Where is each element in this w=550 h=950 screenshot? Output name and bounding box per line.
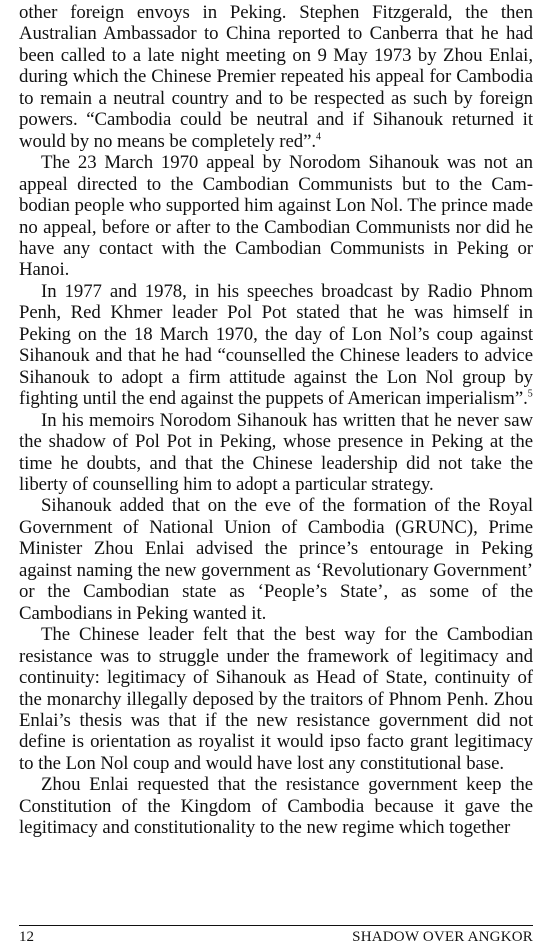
paragraph-text: Zhou Enlai requested that the resistance government keep the Constitution of the Kingdom of Cambodia because it gave the legitimacy and constitutionality to the new regime which together: [19, 774, 533, 839]
page-number: 12: [19, 929, 34, 945]
footnote-marker: 5: [527, 388, 533, 400]
page-footer: [19, 928, 533, 946]
paragraph-text: The Chinese leader felt that the best way for the Cambodian resistance was to struggle under the framework of legitimacy and continuity: legitimacy of Sihanouk as Head of State, continuity of the monarchy illegally deposed by the traitors of Phnom Penh. Zhou Enlai’s thesis was that if the new resistance government did not define is orientation as royalist it would ipso facto grant legitimacy to the Lon Nol coup and would have lost any constitutional base.: [19, 624, 533, 774]
paragraph-4: [19, 410, 533, 496]
body-text: [19, 2, 533, 839]
footnote-marker: 4: [316, 131, 321, 143]
paragraph-6: [19, 624, 533, 774]
paragraph-5: [19, 495, 533, 624]
paragraph-1: [19, 2, 533, 152]
paragraph-text: In 1977 and 1978, in his speeches broadcast by Radio Phnom Penh, Red Khmer leader Pol Pot stated that he was himself in Peking on the 18 March 1970, the day of Lon Nol’s coup against Sihanouk and that he had “counselled the Chinese leaders to advice Sihanouk to adopt a firm attitude against the Lon Nol group by fighting until the end against the puppets of American imperialism”.: [19, 280, 533, 410]
paragraph-text: In his memoirs Norodom Sihanouk has written that he never saw the shadow of Pol Pot in Peking, whose presence in Peking at the time he doubts, and that the Chinese leadership did not take the liberty of counselling him to adopt a particular strategy.: [19, 409, 533, 495]
paragraph-text: Sihanouk added that on the eve of the formation of the Royal Government of National Union of Cambodia (GRUNC), Prime Minister Zhou Enlai advised the prince’s entourage in Peking against naming the new government as ‘Revolutionary Government’ or the Cambodian state as ‘People’s State’, as some of the Cambodians in Peking wanted it.: [19, 495, 533, 624]
paragraph-3: [19, 281, 533, 410]
paragraph-2: [19, 152, 533, 281]
footer-rule: [19, 925, 533, 926]
paragraph-7: [19, 774, 533, 838]
running-title: SHADOW OVER ANGKOR: [352, 929, 533, 945]
paragraph-text: other foreign envoys in Peking. Stephen Fitzgerald, the then Australian Ambassador to China reported to Canberra that he had been called to a late night meeting on 9 May 1973 by Zhou Enlai, during which the Chinese Premier repeated his appeal for Cambodia to remain a neutral country and to be respected as such by foreign powers. “Cambodia could be neutral and if Sihanouk returned it would by no means be completely red”.: [19, 2, 533, 152]
paragraph-text: The 23 March 1970 appeal by Norodom Sihanouk was not an appeal directed to the Cambodian Communists but to the Cambodian people who supported him against Lon Nol. The prince made no appeal, before or after to the Cambodian Communists nor did he have any contact with the Cambodian Communists in Peking or Hanoi.: [19, 152, 533, 281]
